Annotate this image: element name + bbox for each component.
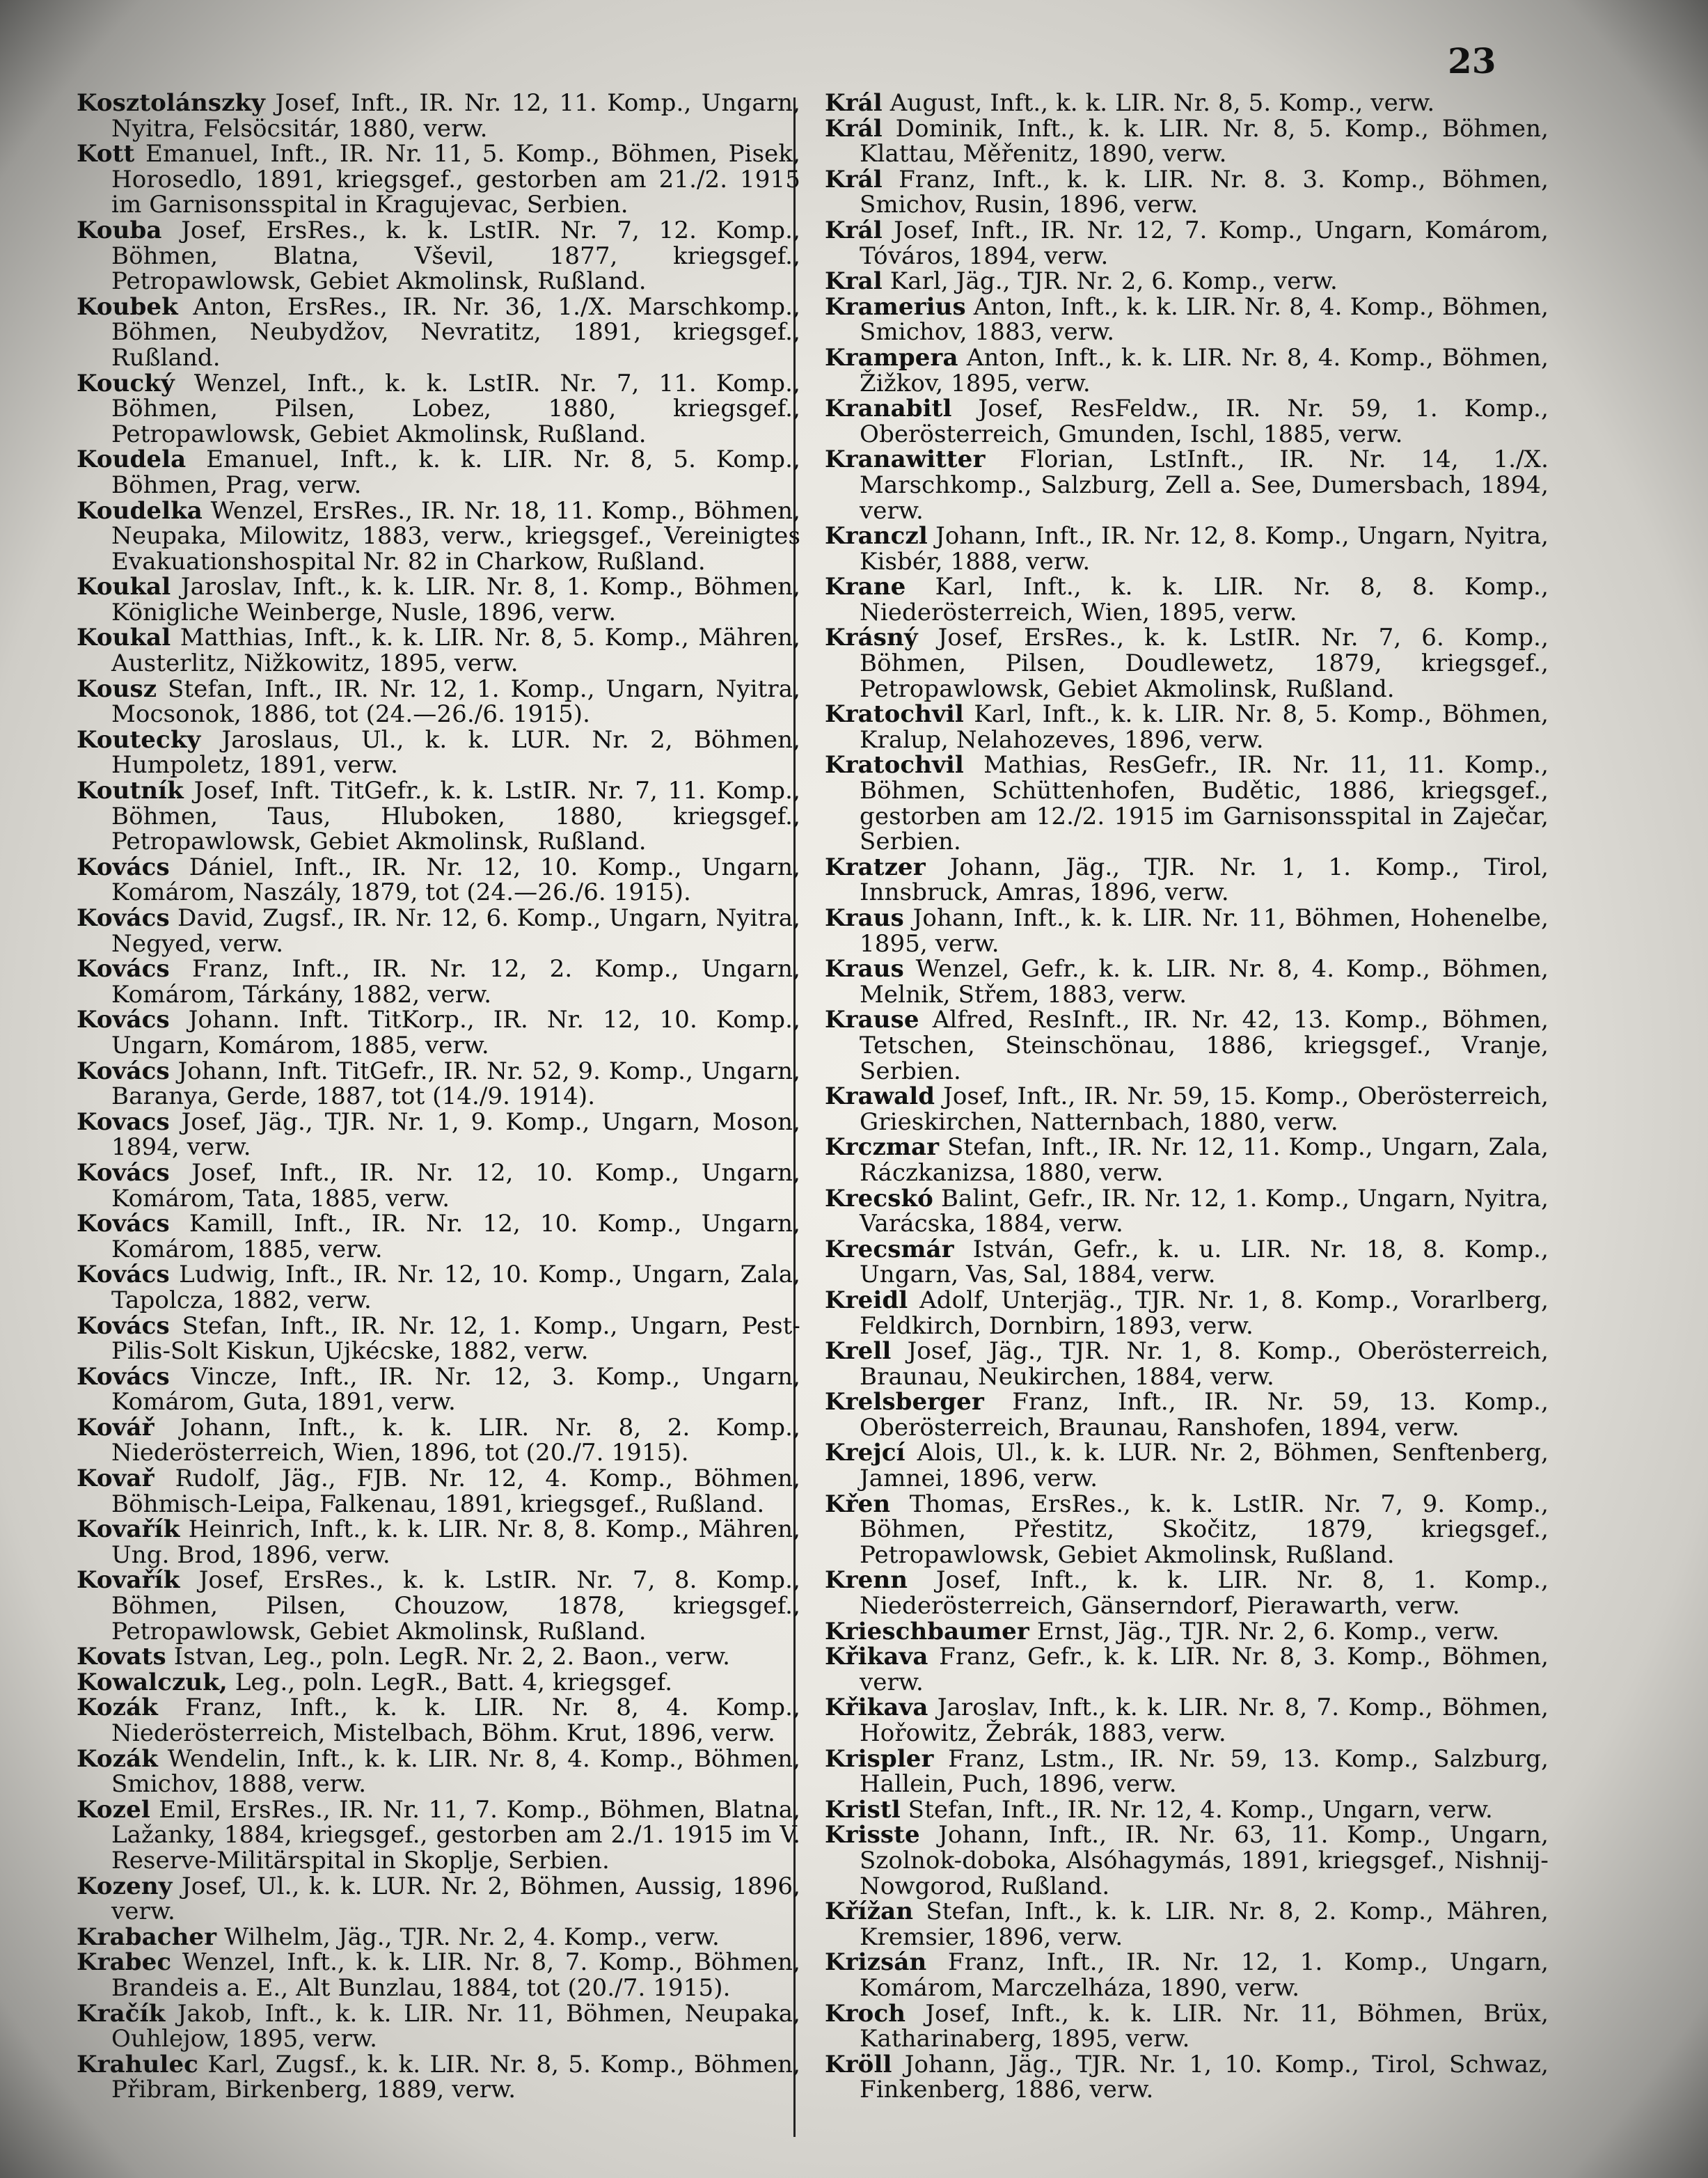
entry-surname: Krieschbaumer: [825, 1617, 1029, 1646]
list-item: [825, 702, 1549, 752]
entry-details: Josef, Inft., IR. Nr. 12, 11. Komp., Ungarn, Nyitra, Felsöcsitár, 1880, verw.: [111, 89, 800, 143]
entry-details: Jaroslav, Inft., k. k. LIR. Nr. 8, 1. Komp., Böhmen, Königliche Weinberge, Nusle, 1896, verw.: [111, 573, 800, 626]
entry-details: Wilhelm, Jäg., TJR. Nr. 2, 4. Komp., verw.: [224, 1923, 720, 1951]
entry-details: Josef, Jäg., TJR. Nr. 1, 8. Komp., Oberösterreich, Braunau, Neukirchen, 1884, verw.: [860, 1337, 1549, 1391]
entry-surname: Kreidl: [825, 1286, 908, 1314]
entry-surname: Křikava: [825, 1694, 928, 1722]
list-item: [825, 1644, 1549, 1695]
list-item: [825, 1568, 1549, 1618]
entry-details: Stefan, Inft., k. k. LIR. Nr. 8, 2. Komp., Mähren, Kremsier, 1896, verw.: [860, 1897, 1549, 1951]
entry-details: Johann, Inft., k. k. LIR. Nr. 8, 2. Komp., Niederösterreich, Wien, 1896, tot (20./7. 1915).: [111, 1413, 800, 1467]
entry-surname: Krispler: [825, 1744, 934, 1773]
entry-details: Josef, Inft., k. k. LIR. Nr. 11, Böhmen, Brüx, Katharinaberg, 1895, verw.: [860, 1999, 1549, 2053]
entry-surname: Kovács: [77, 1362, 170, 1391]
entry-details: Stefan, Inft., IR. Nr. 12, 11. Komp., Ungarn, Zala, Ráczkanizsa, 1880, verw.: [860, 1133, 1549, 1187]
entry-surname: Kozák: [77, 1694, 158, 1722]
list-item: [825, 1619, 1549, 1645]
list-item: [77, 1517, 800, 1568]
list-item: [77, 1211, 800, 1262]
entry-surname: Kowalczuk,: [77, 1668, 228, 1696]
entry-surname: Kovács: [77, 1261, 170, 1289]
entry-details: Anton, Inft., k. k. LIR. Nr. 8, 4. Komp., Böhmen, Smichov, 1883, verw.: [860, 292, 1549, 347]
entry-surname: Kozák: [77, 1744, 158, 1773]
list-item: [77, 674, 800, 729]
entry-surname: Kovács: [77, 1311, 170, 1340]
entry-surname: Kovács: [77, 1158, 170, 1187]
entry-surname: Kröll: [825, 2050, 892, 2078]
list-item: [77, 1313, 800, 1364]
entry-surname: Krenn: [825, 1566, 908, 1595]
list-item: [825, 90, 1549, 116]
entry-details: Ludwig, Inft., IR. Nr. 12, 10. Komp., Ungarn, Zala, Tapolcza, 1882, verw.: [111, 1261, 800, 1314]
entry-details: Alfred, ResInft., IR. Nr. 42, 13. Komp., Böhmen, Tetschen, Steinschönau, 1886, kriegsgef., Vranje, Serbien.: [860, 1006, 1549, 1085]
entry-details: Dániel, Inft., IR. Nr. 12, 10. Komp., Ungarn, Komárom, Naszály, 1879, tot (24.—26./6. 1915).: [111, 853, 800, 907]
entry-details: Josef, ResFeldw., IR. Nr. 59, 1. Komp., Oberösterreich, Gmunden, Ischl, 1885, verw.: [860, 395, 1549, 448]
list-item: [825, 345, 1549, 396]
entry-surname: Kozeny: [77, 1872, 173, 1900]
entry-surname: Krell: [825, 1337, 892, 1366]
list-item: [77, 1746, 800, 1797]
entry-surname: Koutecky: [77, 725, 201, 754]
entry-surname: Krelsberger: [825, 1388, 984, 1417]
entry-details: Josef, Inft., IR. Nr. 12, 7. Komp., Ungarn, Komárom, Tóváros, 1894, verw.: [860, 216, 1549, 270]
list-item: [825, 574, 1549, 625]
entry-surname: Kovacs: [77, 1107, 170, 1136]
entry-surname: Krause: [825, 1006, 919, 1034]
entry-surname: Kranawitter: [825, 445, 986, 474]
list-item: [825, 752, 1549, 854]
entry-details: Johann, Inft., k. k. LIR. Nr. 11, Böhmen, Hohenelbe, 1895, verw.: [860, 904, 1549, 958]
entry-surname: Kott: [77, 140, 135, 168]
list-item: [825, 1822, 1549, 1899]
entry-surname: Kristl: [825, 1795, 901, 1824]
list-item: [77, 1415, 800, 1466]
list-item: [825, 1695, 1549, 1746]
entry-details: Ernst, Jäg., TJR. Nr. 2, 6. Komp., verw.: [1036, 1617, 1500, 1646]
list-item: [77, 1797, 800, 1874]
list-item: [77, 855, 800, 906]
list-item: [77, 1644, 800, 1670]
entry-details: Josef, ErsRes., k. k. LstIR. Nr. 7, 6. Komp., Böhmen, Pilsen, Doudlewetz, 1879, kriegsgef., Petropawlowsk, Gebiet Akmolinsk, Rußland.: [860, 624, 1549, 703]
entry-surname: Krampera: [825, 343, 958, 372]
list-item: [77, 1950, 800, 2001]
entry-surname: Krahulec: [77, 2050, 198, 2078]
entry-surname: Kovats: [77, 1643, 166, 1671]
list-item: [77, 1364, 800, 1415]
entry-surname: Kovács: [77, 1006, 170, 1034]
entry-surname: Koudela: [77, 445, 187, 474]
entry-surname: Kratochvil: [825, 751, 964, 780]
entry-surname: Král: [825, 216, 883, 244]
entry-surname: Kovář: [77, 1413, 155, 1442]
entry-details: Karl, Inft., k. k. LIR. Nr. 8, 5. Komp., Böhmen, Kralup, Nelahozeves, 1896, verw.: [860, 700, 1549, 754]
entry-details: Wenzel, Gefr., k. k. LIR. Nr. 8, 4. Komp., Böhmen, Melnik, Střem, 1883, verw.: [860, 955, 1549, 1009]
list-item: [77, 1695, 800, 1746]
entry-surname: Kovács: [77, 904, 170, 932]
entry-surname: Krejcí: [825, 1439, 906, 1467]
list-item: [825, 1288, 1549, 1339]
list-item: [825, 1084, 1549, 1135]
list-item: [77, 1262, 800, 1313]
entry-details: Vincze, Inft., IR. Nr. 12, 3. Komp., Ungarn, Komárom, Guta, 1891, verw.: [111, 1362, 800, 1417]
entry-details: Anton, Inft., k. k. LIR. Nr. 8, 4. Komp., Böhmen, Žižkov, 1895, verw.: [860, 343, 1549, 397]
entry-details: Franz, Inft., IR. Nr. 59, 13. Komp., Oberösterreich, Braunau, Ranshofen, 1894, verw.: [860, 1388, 1549, 1442]
entry-details: Leg., poln. LegR., Batt. 4, kriegsgef.: [235, 1668, 673, 1696]
list-item: [77, 1874, 800, 1925]
entry-details: Josef, Jäg., TJR. Nr. 1, 9. Komp., Ungarn, Moson, 1894, verw.: [111, 1107, 800, 1162]
entry-surname: Kraus: [825, 955, 904, 984]
entry-details: Rudolf, Jäg., FJB. Nr. 12, 4. Komp., Böhmen, Böhmisch-Leipa, Falkenau, 1891, kriegsgef., Rußland.: [111, 1465, 800, 1518]
entry-details: Josef, Ul., k. k. LUR. Nr. 2, Böhmen, Aussig, 1896, verw.: [111, 1872, 800, 1926]
entry-details: Heinrich, Inft., k. k. LIR. Nr. 8, 8. Komp., Mähren, Ung. Brod, 1896, verw.: [111, 1515, 800, 1569]
entry-details: Thomas, ErsRes., k. k. LstIR. Nr. 7, 9. Komp., Böhmen, Přestitz, Skočitz, 1879, kriegsgef., Petropawlowsk, Gebiet Akmolinsk, Rußland.: [860, 1490, 1549, 1569]
list-item: [825, 855, 1549, 906]
entry-details: Stefan, Inft., IR. Nr. 12, 1. Komp., Ungarn, Pest-Pilis-Solt Kiskun, Ujkécske, 1882, verw.: [111, 1311, 800, 1366]
list-item: [77, 1466, 800, 1517]
entry-surname: Kousz: [77, 674, 157, 703]
list-item: [825, 1007, 1549, 1084]
entry-surname: Koubek: [77, 292, 178, 321]
list-item: [77, 778, 800, 855]
entry-details: Josef, Inft., IR. Nr. 12, 10. Komp., Ungarn, Komárom, Tata, 1885, verw.: [111, 1158, 800, 1213]
entry-details: Karl, Inft., k. k. LIR. Nr. 8, 8. Komp., Niederösterreich, Wien, 1895, verw.: [860, 573, 1549, 626]
list-item: [77, 956, 800, 1007]
entry-details: Istvan, Leg., poln. LegR. Nr. 2, 2. Baon., verw.: [173, 1643, 731, 1671]
entry-surname: Kovařík: [77, 1515, 180, 1544]
entry-details: Balint, Gefr., IR. Nr. 12, 1. Komp., Ungarn, Nyitra, Varácska, 1884, verw.: [860, 1184, 1549, 1238]
entry-surname: Kovař: [77, 1465, 155, 1493]
entry-surname: Krawald: [825, 1082, 935, 1111]
entry-surname: Krecsmár: [825, 1235, 954, 1263]
entry-surname: Koutník: [77, 777, 184, 805]
entry-details: Franz, Lstm., IR. Nr. 59, 13. Komp., Salzburg, Hallein, Puch, 1896, verw.: [860, 1744, 1549, 1799]
entry-surname: Krane: [825, 573, 906, 601]
list-item: [77, 2052, 800, 2103]
list-item: [77, 574, 800, 625]
entry-surname: Kouba: [77, 216, 162, 244]
entry-surname: Koudelka: [77, 496, 203, 525]
list-item: [825, 2001, 1549, 2052]
entry-surname: Kral: [825, 267, 883, 296]
list-item: [77, 906, 800, 956]
entry-details: Johann, Inft., IR. Nr. 63, 11. Komp., Ungarn, Szolnok-doboka, Alsóhagymás, 1891, kriegsgef., Nishnij-Nowgorod, Rußland.: [860, 1821, 1549, 1900]
list-item: [77, 1160, 800, 1211]
entry-details: Johann, Jäg., TJR. Nr. 1, 10. Komp., Tirol, Schwaz, Finkenberg, 1886, verw.: [860, 2050, 1549, 2104]
entry-details: Jaroslav, Inft., k. k. LIR. Nr. 8, 7. Komp., Böhmen, Hořowitz, Žebrák, 1883, verw.: [860, 1694, 1549, 1747]
list-item: [825, 523, 1549, 574]
entry-surname: Kraus: [825, 904, 904, 932]
entry-details: Wendelin, Inft., k. k. LIR. Nr. 8, 4. Komp., Böhmen, Smichov, 1888, verw.: [111, 1744, 800, 1799]
entry-surname: Kroch: [825, 1999, 906, 2028]
entry-surname: Krczmar: [825, 1133, 940, 1162]
entry-surname: Křikava: [825, 1643, 928, 1671]
page-number: 23: [1448, 40, 1496, 81]
entry-details: Stefan, Inft., IR. Nr. 12, 1. Komp., Ungarn, Nyitra, Mocsonok, 1886, tot (24.—26./6. 1915).: [111, 674, 800, 729]
entry-surname: Kratzer: [825, 853, 926, 881]
entry-details: Franz, Gefr., k. k. LIR. Nr. 8, 3. Komp., Böhmen, verw.: [860, 1643, 1549, 1696]
entry-surname: Kozel: [77, 1795, 150, 1824]
entry-details: Jakob, Inft., k. k. LIR. Nr. 11, Böhmen, Neupaka, Ouhlejow, 1895, verw.: [111, 1999, 800, 2053]
entry-surname: Kramerius: [825, 292, 966, 321]
left-column: [77, 90, 800, 2103]
list-item: [825, 218, 1549, 269]
entry-details: Karl, Zugsf., k. k. LIR. Nr. 8, 5. Komp., Böhmen, Přibram, Birkenberg, 1889, verw.: [111, 2050, 800, 2104]
entry-surname: Kovács: [77, 1057, 170, 1085]
list-item: [77, 218, 800, 294]
entry-details: Emanuel, Inft., k. k. LIR. Nr. 8, 5. Komp., Böhmen, Prag, verw.: [111, 445, 800, 499]
list-item: [77, 727, 800, 778]
entry-surname: Král: [825, 165, 883, 194]
entry-details: Kamill, Inft., IR. Nr. 12, 10. Komp., Ungarn, Komárom, 1885, verw.: [111, 1210, 800, 1263]
entry-details: August, Inft., k. k. LIR. Nr. 8, 5. Komp., verw.: [889, 89, 1435, 117]
list-item: [825, 1492, 1549, 1568]
list-item: [77, 371, 800, 448]
entry-details: István, Gefr., k. u. LIR. Nr. 18, 8. Komp., Ungarn, Vas, Sal, 1884, verw.: [860, 1235, 1549, 1289]
list-item: [77, 1568, 800, 1644]
list-item: [825, 1186, 1549, 1237]
list-item: [825, 625, 1549, 702]
list-item: [77, 2001, 800, 2052]
entry-details: Florian, LstInft., IR. Nr. 14, 1./X. Marschkomp., Salzburg, Zell a. See, Dumersbach, 1894, verw.: [860, 445, 1549, 525]
entry-surname: Kovařík: [77, 1566, 180, 1595]
entry-details: Josef, Inft. TitGefr., k. k. LstIR. Nr. 7, 11. Komp., Böhmen, Taus, Hluboken, 1880, kriegsgef., Petropawlowsk, Gebiet Akmolinsk, Rußland.: [111, 777, 800, 856]
entry-surname: Koucký: [77, 369, 175, 397]
entry-surname: Krizsán: [825, 1948, 927, 1977]
list-item: [825, 1389, 1549, 1440]
entry-surname: Kosztolánszky: [77, 89, 266, 117]
entry-surname: Kovács: [77, 955, 170, 984]
list-item: [77, 294, 800, 371]
entry-details: Jaroslaus, Ul., k. k. LUR. Nr. 2, Böhmen, Humpoletz, 1891, verw.: [111, 725, 800, 780]
list-item: [825, 269, 1549, 294]
entry-surname: Křen: [825, 1490, 891, 1518]
entry-surname: Krabec: [77, 1948, 172, 1977]
entry-details: Karl, Jäg., TJR. Nr. 2, 6. Komp., verw.: [889, 267, 1338, 296]
entry-surname: Kranczl: [825, 522, 928, 551]
list-item: [77, 1059, 800, 1110]
entry-surname: Koukal: [77, 573, 171, 601]
list-item: [825, 1746, 1549, 1797]
entry-details: Franz, Inft., IR. Nr. 12, 2. Komp., Ungarn, Komárom, Tárkány, 1882, verw.: [111, 955, 800, 1009]
list-item: [825, 1797, 1549, 1823]
entry-details: Franz, Inft., k. k. LIR. Nr. 8. 3. Komp., Böhmen, Smichov, Rusin, 1896, verw.: [860, 165, 1549, 219]
list-item: [825, 116, 1549, 167]
list-item: [825, 167, 1549, 218]
entry-details: Franz, Inft., k. k. LIR. Nr. 8, 4. Komp., Niederösterreich, Mistelbach, Böhm. Krut, 1896, verw.: [111, 1694, 800, 1747]
list-item: [77, 90, 800, 141]
entry-details: Johann, Jäg., TJR. Nr. 1, 1. Komp., Tirol, Innsbruck, Amras, 1896, verw.: [860, 853, 1549, 907]
list-item: [825, 2052, 1549, 2103]
list-item: [77, 141, 800, 218]
list-item: [825, 1339, 1549, 1389]
entry-details: Josef, ErsRes., k. k. LstIR. Nr. 7, 12. Komp., Böhmen, Blatna, Vševil, 1877, kriegsgef., Petropawlowsk, Gebiet Akmolinsk, Rußland.: [111, 216, 800, 296]
entry-surname: Krabacher: [77, 1923, 217, 1951]
entry-surname: Krisste: [825, 1821, 920, 1849]
list-item: [825, 1135, 1549, 1185]
entry-details: Matthias, Inft., k. k. LIR. Nr. 8, 5. Komp., Mähren, Austerlitz, Nižkowitz, 1895, verw.: [111, 624, 800, 678]
entry-surname: Kovács: [77, 853, 170, 881]
list-item: [825, 396, 1549, 447]
list-item: [825, 956, 1549, 1007]
entry-details: Emil, ErsRes., IR. Nr. 11, 7. Komp., Böhmen, Blatna, Lažanky, 1884, kriegsgef., gestorben am 2./1. 1915 im V. Reserve-Militärspital in Skoplje, Serbien.: [111, 1795, 800, 1875]
entry-details: Josef, ErsRes., k. k. LstIR. Nr. 7, 8. Komp., Böhmen, Pilsen, Chouzow, 1878, kriegsgef., Petropawlowsk, Gebiet Akmolinsk, Rußland.: [111, 1566, 800, 1646]
list-item: [825, 447, 1549, 523]
entry-details: Wenzel, Inft., k. k. LIR. Nr. 8, 7. Komp., Böhmen, Brandeis a. E., Alt Bunzlau, 1884, tot (20./7. 1915).: [111, 1948, 800, 2002]
list-item: [825, 294, 1549, 345]
entry-details: Dominik, Inft., k. k. LIR. Nr. 8, 5. Komp., Böhmen, Klattau, Měřenitz, 1890, verw.: [860, 114, 1549, 168]
entry-surname: Kovács: [77, 1210, 170, 1238]
list-item: [825, 1899, 1549, 1950]
entry-details: Wenzel, Inft., k. k. LstIR. Nr. 7, 11. Komp., Böhmen, Pilsen, Lobez, 1880, kriegsgef., Petropawlowsk, Gebiet Akmolinsk, Rußland.: [111, 369, 800, 448]
list-item: [825, 1440, 1549, 1491]
entry-surname: Krásný: [825, 624, 918, 652]
entry-details: Wenzel, ErsRes., IR. Nr. 18, 11. Komp., Böhmen, Neupaka, Milowitz, 1883, verw., kriegsgef., Vereinigtes Evakuationshospital Nr. 82 in Charkow, Rußland.: [111, 496, 800, 576]
entry-surname: Kračík: [77, 1999, 166, 2028]
entry-details: Johann, Inft. TitGefr., IR. Nr. 52, 9. Komp., Ungarn, Baranya, Gerde, 1887, tot (14./9. 1914).: [111, 1057, 800, 1111]
entry-details: Johann, Inft., IR. Nr. 12, 8. Komp., Ungarn, Nyitra, Kisbér, 1888, verw.: [860, 522, 1549, 576]
entry-surname: Král: [825, 114, 883, 143]
right-column: [825, 90, 1549, 2103]
list-item: [77, 1670, 800, 1696]
entry-details: Alois, Ul., k. k. LUR. Nr. 2, Böhmen, Senftenberg, Jamnei, 1896, verw.: [860, 1439, 1549, 1493]
entry-details: Josef, Inft., k. k. LIR. Nr. 8, 1. Komp., Niederösterreich, Gänserndorf, Pierawarth, verw.: [860, 1566, 1549, 1620]
entry-details: Johann. Inft. TitKorp., IR. Nr. 12, 10. Komp., Ungarn, Komárom, 1885, verw.: [111, 1006, 800, 1059]
list-item: [825, 1950, 1549, 2001]
entry-details: Emanuel, Inft., IR. Nr. 11, 5. Komp., Böhmen, Pisek, Horosedlo, 1891, kriegsgef., gestorben am 21./2. 1915 im Garnisonsspital in Kragujevac, Serbien.: [111, 140, 800, 219]
list-item: [77, 1925, 800, 1950]
list-item: [77, 1107, 800, 1162]
list-item: [77, 1007, 800, 1058]
entry-details: Anton, ErsRes., IR. Nr. 36, 1./X. Marschkomp., Böhmen, Neubydžov, Nevratitz, 1891, kriegsgef., Rußland.: [111, 292, 800, 372]
entry-surname: Koukal: [77, 624, 171, 652]
entry-surname: Kranabitl: [825, 395, 952, 423]
entry-surname: Krecskó: [825, 1184, 933, 1213]
list-item: [77, 498, 800, 575]
entry-details: David, Zugsf., IR. Nr. 12, 6. Komp., Ungarn, Nyitra, Negyed, verw.: [111, 904, 800, 958]
entry-details: Franz, Inft., IR. Nr. 12, 1. Komp., Ungarn, Komárom, Marczelháza, 1890, verw.: [860, 1948, 1549, 2002]
entry-details: Mathias, ResGefr., IR. Nr. 11, 11. Komp., Böhmen, Schüttenhofen, Budětic, 1886, kriegsgef., gestorben am 12./2. 1915 im Garnisonsspital in Zaječar, Serbien.: [860, 751, 1549, 856]
entry-surname: Křížan: [825, 1897, 914, 1926]
list-item: [77, 447, 800, 498]
entry-surname: Král: [825, 89, 883, 117]
entry-surname: Kratochvil: [825, 700, 964, 729]
list-item: [77, 625, 800, 676]
list-item: [825, 1237, 1549, 1288]
entry-details: Adolf, Unterjäg., TJR. Nr. 1, 8. Komp., Vorarlberg, Feldkirch, Dornbirn, 1893, verw.: [860, 1286, 1549, 1340]
entry-details: Josef, Inft., IR. Nr. 59, 15. Komp., Oberösterreich, Grieskirchen, Natternbach, 1880, verw.: [860, 1082, 1549, 1136]
entry-details: Stefan, Inft., IR. Nr. 12, 4. Komp., Ungarn, verw.: [908, 1795, 1493, 1824]
list-item: [825, 906, 1549, 956]
